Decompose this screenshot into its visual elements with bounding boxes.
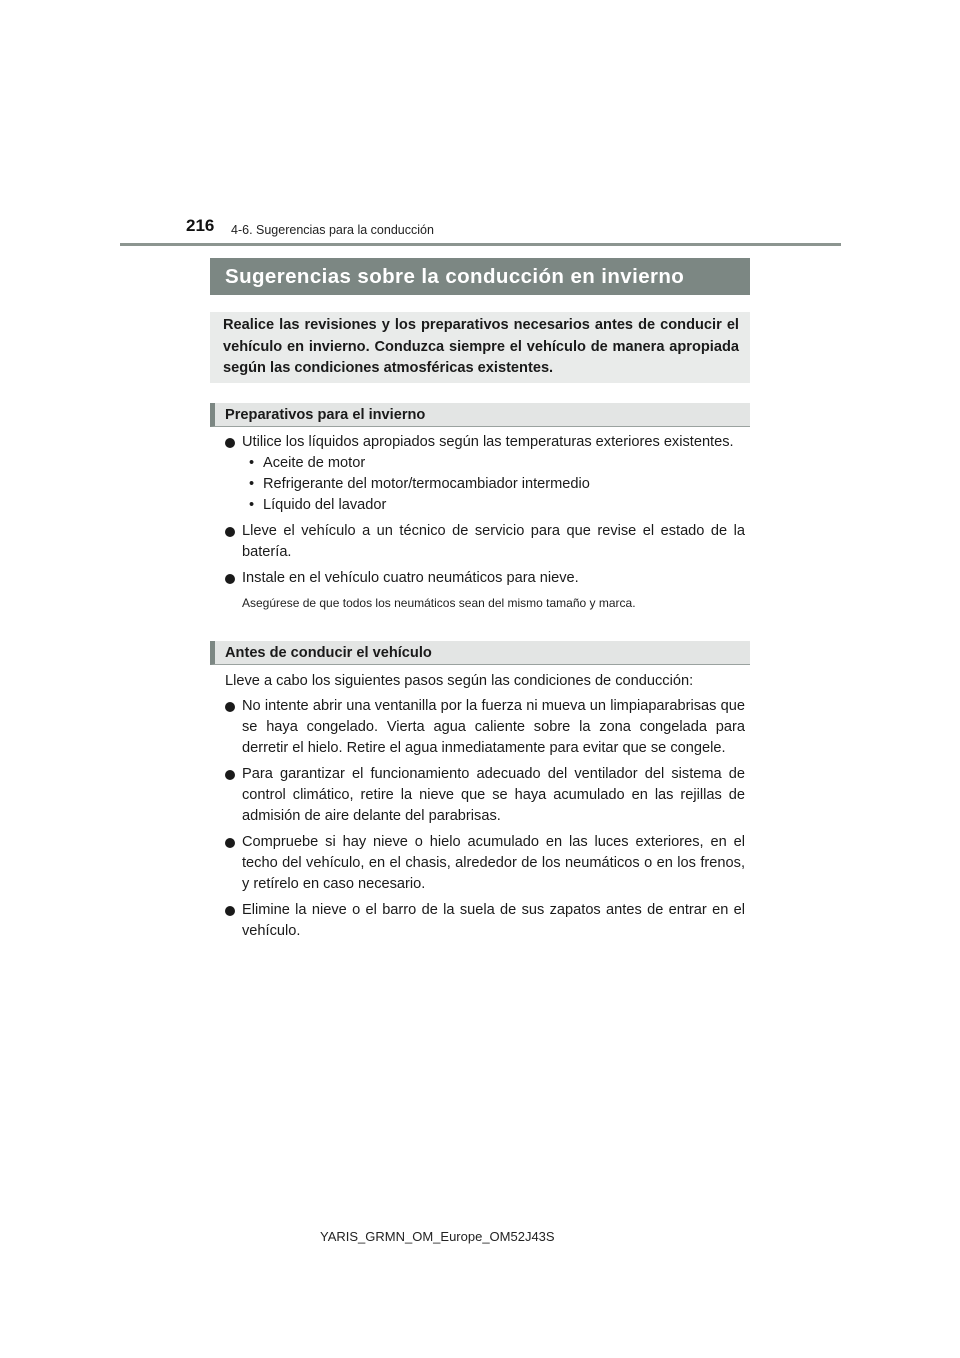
- list-item-text: No intente abrir una ventanilla por la fuerza ni mueva un limpiaparabrisas que se haya congelado. Vierta agua caliente sobre la zona congelada para derretir el hielo. Retire el agua inmediatamente para evitar que se congele.: [242, 698, 745, 756]
- tire-note: Asegúrese de que todos los neumáticos sean del mismo tamaño y marca.: [242, 596, 636, 610]
- list-item: [225, 568, 745, 589]
- list-item-text: Compruebe si hay nieve o hielo acumulado en las luces exteriores, en el techo del vehículo, en el chasis, alrededor de los neumáticos o en los frenos, y retírelo en caso necesario.: [242, 834, 745, 892]
- page-title-text: Sugerencias sobre la conducción en invierno: [225, 264, 685, 288]
- sub-list-item: • Líquido del lavador: [249, 495, 745, 516]
- bullet-dot-icon: [225, 527, 235, 537]
- list-item-text: Lleve el vehículo a un técnico de servicio para que revise el estado de la batería.: [242, 523, 745, 560]
- list-item: [225, 432, 745, 516]
- bullet-dot-icon: [225, 906, 235, 916]
- list-item: [225, 521, 745, 563]
- intro-text: Realice las revisiones y los preparativos necesarios antes de conducir el vehículo en invierno. Conduzca siempre el vehículo de manera apropiada según las condiciones atmosféricas existentes.: [223, 317, 739, 376]
- document-code-footer: YARIS_GRMN_OM_Europe_OM52J43S: [320, 1229, 555, 1244]
- section-heading-before-driving: [210, 641, 750, 665]
- list-item: [225, 764, 745, 827]
- fluids-sub-list: [242, 453, 745, 516]
- list-item-text: Instale en el vehículo cuatro neumáticos para nieve.: [242, 570, 579, 586]
- list-item-text: Utilice los líquidos apropiados según las temperaturas exteriores existentes.: [242, 434, 734, 450]
- section-reference: 4-6. Sugerencias para la conducción: [231, 223, 434, 237]
- section-before-driving-content: [225, 671, 745, 947]
- page-number: 216: [186, 216, 215, 235]
- list-item: [225, 832, 745, 895]
- list-item-text: Para garantizar el funcionamiento adecuado del ventilador del sistema de control climático, retire la nieve que se haya acumulado en las rejillas de admisión de aire delante del parabrisas.: [242, 766, 745, 824]
- bullet-dot-icon: [225, 574, 235, 584]
- bullet-dot-icon: [225, 770, 235, 780]
- bullet-dot-icon: [225, 438, 235, 448]
- list-item: [225, 900, 745, 942]
- list-item-text: Elimine la nieve o el barro de la suela de sus zapatos antes de entrar en el vehículo.: [242, 902, 745, 939]
- section-lead-text: Lleve a cabo los siguientes pasos según las condiciones de conducción:: [225, 673, 694, 689]
- section-heading-before-driving-text: Antes de conducir el vehículo: [225, 644, 432, 661]
- header-divider: [120, 243, 841, 246]
- intro-box: [210, 312, 750, 383]
- bullet-dot-icon: [225, 702, 235, 712]
- bullet-dot-icon: [225, 838, 235, 848]
- section-preparation-content: [225, 432, 745, 612]
- section-heading-preparation: [210, 403, 750, 427]
- sub-list-item: • Aceite de motor: [249, 453, 745, 474]
- section-heading-preparation-text: Preparativos para el invierno: [225, 406, 426, 423]
- page-title: [210, 258, 750, 295]
- sub-list-item: • Refrigerante del motor/termocambiador intermedio: [249, 474, 745, 495]
- list-item: [225, 696, 745, 759]
